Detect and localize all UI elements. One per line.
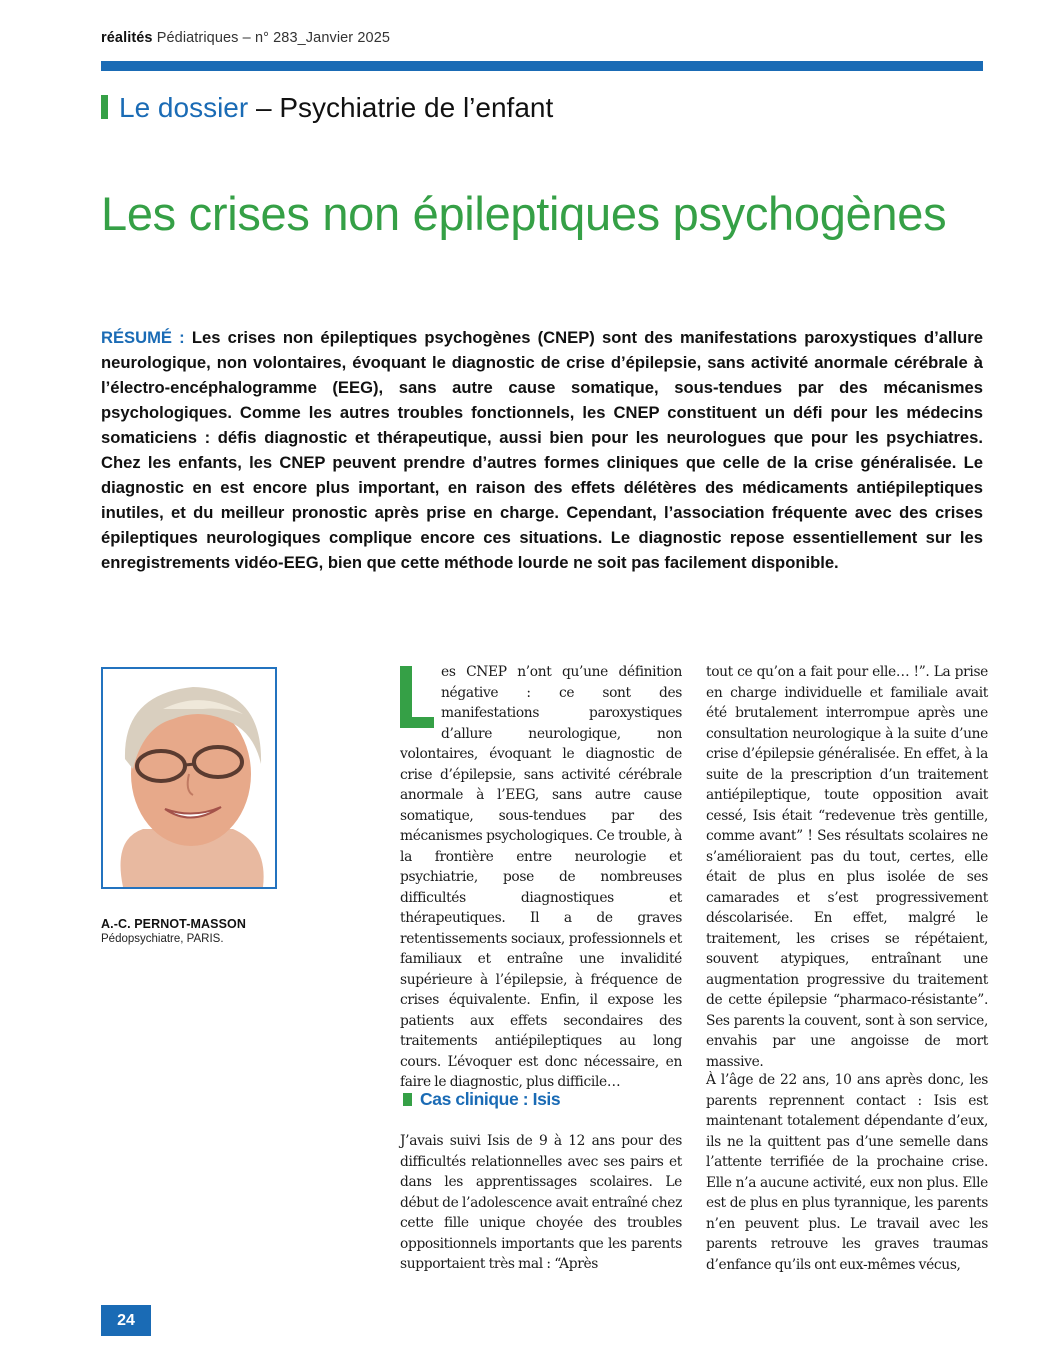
dropcap xyxy=(400,666,434,728)
body-column-2 xyxy=(706,662,988,1072)
article-title: Les crises non épileptiques psychogènes xyxy=(101,187,947,240)
header-rule xyxy=(101,61,983,71)
section-dossier-label: Le dossier xyxy=(119,92,249,123)
abstract-label: RÉSUMÉ : xyxy=(101,328,185,347)
subheading-case xyxy=(403,1089,560,1110)
section-bar-icon xyxy=(101,95,108,119)
author-portrait-icon xyxy=(103,669,275,887)
section-topic: – Psychiatrie de l’enfant xyxy=(248,92,554,123)
author-name: A.-C. PERNOT-MASSON xyxy=(101,917,246,931)
author-photo xyxy=(101,667,277,889)
page-number: 24 xyxy=(101,1305,151,1336)
section-heading xyxy=(101,90,553,126)
body-column-1-case xyxy=(400,1131,682,1275)
author-role: Pédopsychiatre, PARIS. xyxy=(101,933,224,945)
running-head xyxy=(101,30,390,46)
journal-brand: réalités xyxy=(101,30,153,46)
intro-text: es CNEP n’ont qu’une définition négative : ce sont des manifestations paroxystiques d’allure neurologique, non volontaires, évoquant le diagnostic de crise d’épilepsie, sans activité cérébrale anormale à l’EEG, sans autre cause somatique, sous-tendues par des mécanismes psychologiques. Ce trouble, à la frontière entre neurologie et psychiatrie, pose de nombreuses difficultés diagnostiques et thérapeutiques. Il a de graves retentissements sociaux, professionnels et familiaux et entraîne une invalidité supérieure à l’épilepsie, à fréquence de crises équivalente. Enfin, il expose les patients aux effets secondaires des traitements antiépileptiques au long cours. L’évoquer est donc nécessaire, en faire le diagnostic, plus difficile… xyxy=(400,664,682,1090)
body-column-2-lower xyxy=(706,1070,988,1275)
intro-paragraph xyxy=(400,662,682,1093)
abstract-text: Les crises non épileptiques psychogènes (CNEP) sont des manifestations paroxystiques d’allure neurologique, non volontaires, évoquant le diagnostic de crise d’épilepsie, sans activité anormale cérébrale à l’électro-encéphalogramme (EEG), sans autre cause somatique, sous-tendues par des mécanismes psychologiques. Comme les autres troubles fonctionnels, les CNEP constituent un défi pour les médecins somaticiens : défis diagnostic et thérapeutique, aussi bien pour les neurologues que pour les psychiatres. Chez les enfants, les CNEP peuvent prendre d’autres formes cliniques que celle de la crise généralisée. Le diagnostic en est encore plus important, en raison des effets délétères des médicaments antiépileptiques inutiles, et du meilleur pronostic après prise en charge. Cependant, l’association fréquente avec des crises épileptiques neurologiques complique encore ces situations. Le diagnostic repose essentiellement sur les enregistrements vidéo-EEG, bien que cette méthode lourde ne soit pas facilement disponible. xyxy=(101,328,983,572)
case-paragraph-1: J’avais suivi Isis de 9 à 12 ans pour des difficultés relationnelles avec ses pairs et dans les apprentissages scolaires. Le début de l’adolescence avait entraîné chez cette fille unique choyée des troubles oppositionnels importants que les parents supportaient très mal : “Après xyxy=(400,1133,682,1272)
col2-paragraph-1: tout ce qu’on a fait pour elle… !”. La prise en charge individuelle et familiale avait été brutalement interrompue après une consultation neurologique à la suite d’une crise d’épilepsie généralisée. En effet, à la suite de la prescription d’un traitement antiépileptique, toute opposition avait cessé, Isis était “redevenue très gentille, comme avant” ! Ses résultats scolaires ne s’amélioraient pas du tout, certes, elle était de plus en plus isolée de ses camarades et s’est progressivement déscolarisée. En effet, malgré le traitement, les crises se répétaient, souvent atypiques, entraînant une augmentation progressive du traitement de cette épilepsie “pharmaco-résistante”. Ses parents la couvent, sont à son service, envahis par une angoisse de mort massive. xyxy=(706,664,988,1070)
col2-paragraph-2: À l’âge de 22 ans, 10 ans après donc, les parents reprennent contact : Isis est maintenant totalement dépendante d’eux, ils ne la quittent pas d’une semelle dans l’attente terrifiée de la prochaine crise. Elle n’a aucune activité, eux non plus. Elle est de plus en plus tyrannique, les parents n’en peuvent plus. Le travail avec les parents retrouve les graves traumas d’enfance qu’ils ont eux-mêmes vécus, xyxy=(706,1072,988,1273)
abstract xyxy=(101,325,983,575)
body-column-1 xyxy=(400,662,682,1093)
subheading-text: Cas clinique : Isis xyxy=(420,1089,561,1109)
subheading-square-icon xyxy=(403,1093,412,1106)
issue-info: Pédiatriques – n° 283_Janvier 2025 xyxy=(152,30,391,46)
